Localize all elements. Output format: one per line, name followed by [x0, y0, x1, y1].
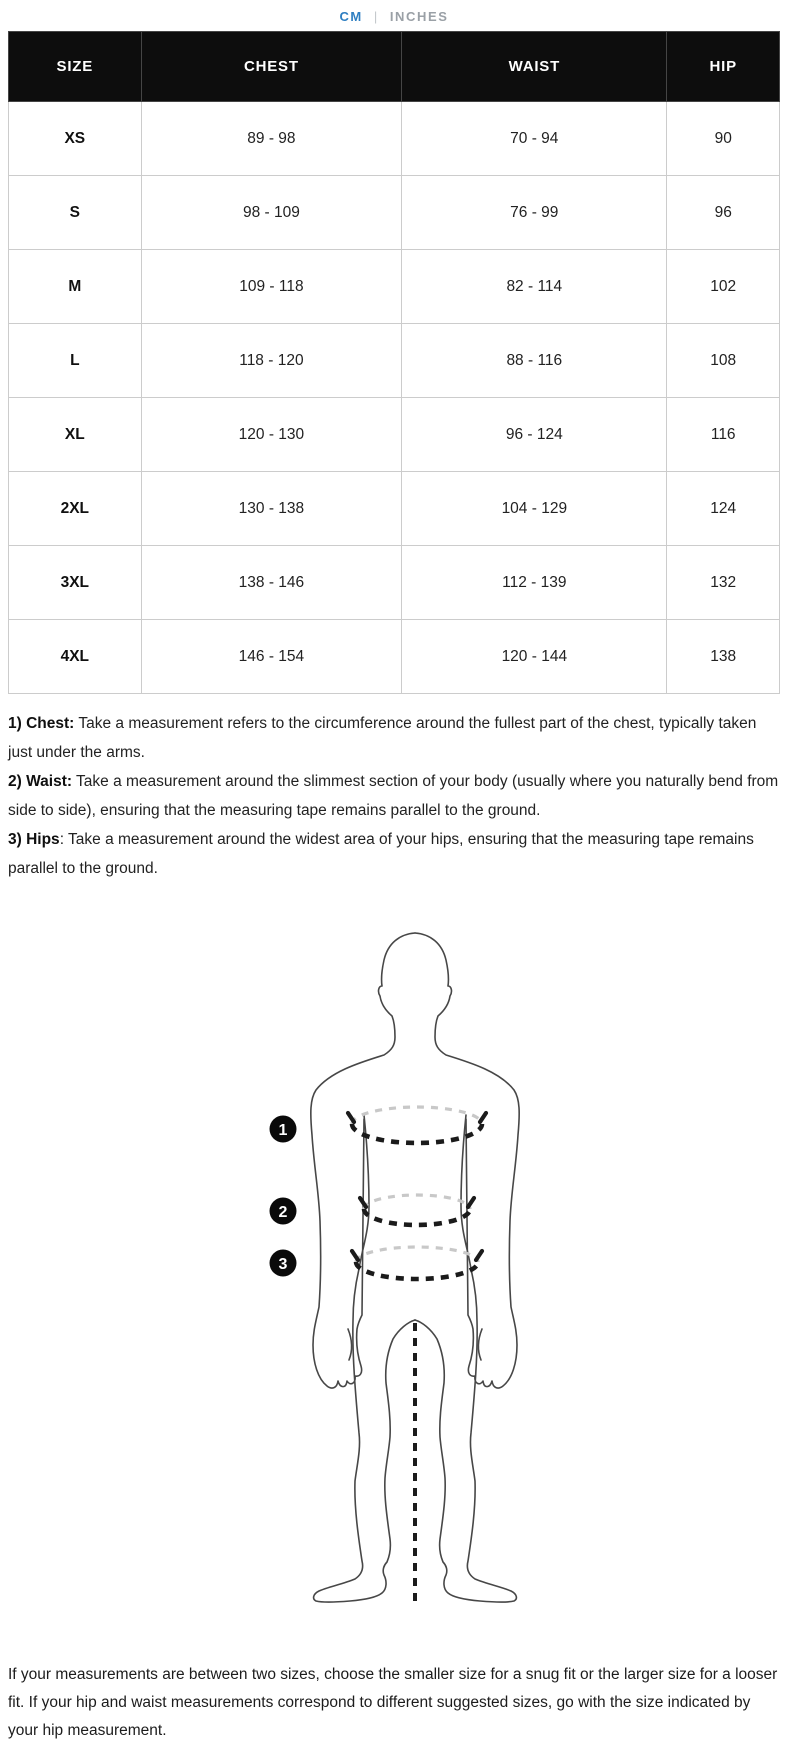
hip-cell: 108: [667, 324, 780, 398]
body-measurement-diagram: [0, 929, 788, 1621]
size-cell: XS: [9, 102, 142, 176]
table-row: [9, 620, 780, 694]
hip-cell: 102: [667, 250, 780, 324]
body-outline-figure: [240, 929, 575, 1621]
waist-cell: 96 - 124: [402, 398, 667, 472]
marker-3-number: 3: [278, 1256, 288, 1273]
waist-girth-line: [360, 1195, 474, 1225]
note-hips: [8, 825, 780, 883]
marker-2-waist: [270, 1198, 297, 1225]
hip-cell: 138: [667, 620, 780, 694]
hip-cell: 90: [667, 102, 780, 176]
size-chart-table: [8, 31, 780, 694]
note-hips-text: : Take a measurement around the widest area of your hips, ensuring that the measuring tape remains parallel to the ground.: [8, 831, 754, 877]
chest-cell: 130 - 138: [141, 472, 402, 546]
fit-advice-text: If your measurements are between two sizes, choose the smaller size for a snug fit or the larger size for a looser fit. If your hip and waist measurements correspond to different suggested sizes, go with the size indicated by your hip measurement.: [8, 1666, 778, 1739]
size-cell: 3XL: [9, 546, 142, 620]
chest-cell: 109 - 118: [141, 250, 402, 324]
note-waist: [8, 767, 780, 825]
column-header-waist: WAIST: [402, 32, 667, 102]
tab-separator: |: [373, 9, 379, 24]
note-chest-label: 1) Chest:: [8, 715, 75, 732]
table-row: [9, 102, 780, 176]
column-header-size: SIZE: [9, 32, 142, 102]
waist-cell: 112 - 139: [402, 546, 667, 620]
waist-cell: 104 - 129: [402, 472, 667, 546]
table-row: [9, 324, 780, 398]
waist-cell: 82 - 114: [402, 250, 667, 324]
hip-cell: 116: [667, 398, 780, 472]
size-cell: 2XL: [9, 472, 142, 546]
marker-1-chest: [270, 1116, 297, 1143]
marker-2-number: 2: [278, 1204, 288, 1221]
chest-cell: 98 - 109: [141, 176, 402, 250]
marker-3-hips: [270, 1250, 297, 1277]
table-row: [9, 472, 780, 546]
table-row: [9, 176, 780, 250]
table-row: [9, 546, 780, 620]
size-cell: 4XL: [9, 620, 142, 694]
waist-cell: 76 - 99: [402, 176, 667, 250]
chest-cell: 120 - 130: [141, 398, 402, 472]
waist-cell: 88 - 116: [402, 324, 667, 398]
table-row: [9, 398, 780, 472]
chest-cell: 118 - 120: [141, 324, 402, 398]
column-header-hip: HIP: [667, 32, 780, 102]
body-outline-right: [415, 933, 519, 1602]
hip-girth-line: [352, 1247, 482, 1279]
marker-1-number: 1: [278, 1122, 288, 1139]
header-row: [9, 32, 780, 102]
tab-inches[interactable]: INCHES: [389, 9, 449, 24]
note-waist-text: Take a measurement around the slimmest section of your body (usually where you naturally bend from side to side), ensuring that the measuring tape remains parallel to the ground.: [8, 773, 779, 819]
hip-cell: 124: [667, 472, 780, 546]
size-cell: L: [9, 324, 142, 398]
note-hips-label: 3) Hips: [8, 831, 60, 848]
column-header-chest: CHEST: [141, 32, 402, 102]
hip-cell: 96: [667, 176, 780, 250]
note-chest-text: Take a measurement refers to the circumference around the fullest part of the chest, typically taken just under the arms.: [8, 715, 757, 761]
waist-cell: 120 - 144: [402, 620, 667, 694]
note-chest: [8, 709, 780, 767]
size-cell: XL: [9, 398, 142, 472]
size-cell: M: [9, 250, 142, 324]
size-cell: S: [9, 176, 142, 250]
tab-cm[interactable]: CM: [339, 9, 363, 24]
chest-cell: 89 - 98: [141, 102, 402, 176]
measurement-notes: [8, 709, 780, 883]
table-row: [9, 250, 780, 324]
chest-cell: 138 - 146: [141, 546, 402, 620]
waist-cell: 70 - 94: [402, 102, 667, 176]
chest-cell: 146 - 154: [141, 620, 402, 694]
note-waist-label: 2) Waist:: [8, 773, 73, 790]
body-outline-left: [311, 933, 415, 1602]
hip-cell: 132: [667, 546, 780, 620]
unit-toggle: [0, 0, 788, 24]
